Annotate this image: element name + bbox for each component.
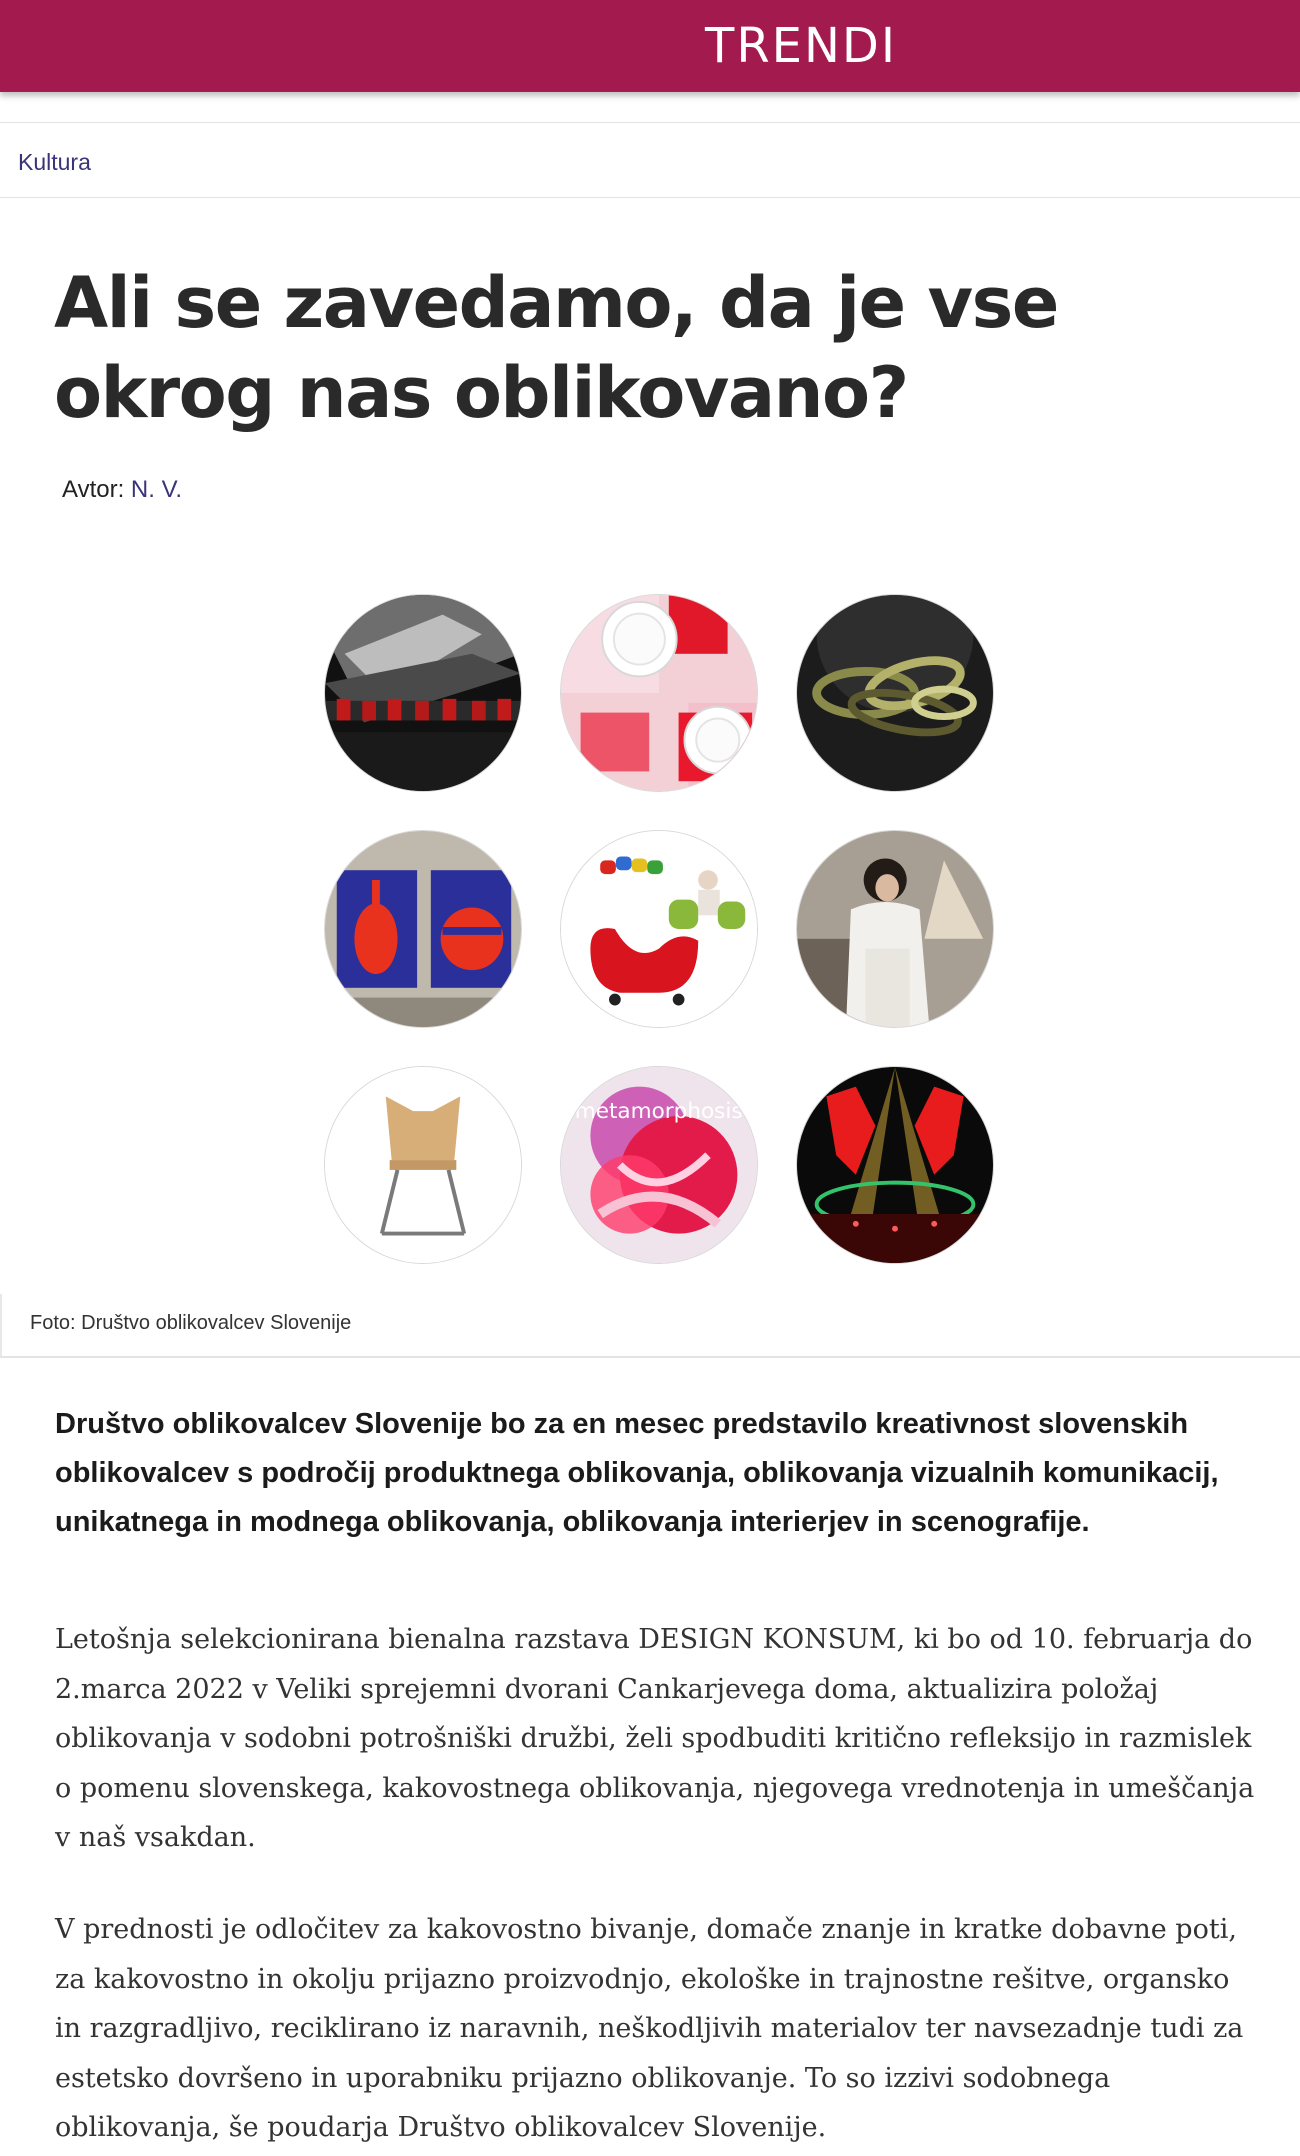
breadcrumb bbox=[0, 122, 1300, 198]
image-caption: Foto: Društvo oblikovalcev Slovenije bbox=[30, 1312, 352, 1334]
breadcrumb-category-link[interactable]: Kultura bbox=[18, 149, 91, 175]
article-byline bbox=[62, 476, 182, 504]
gallery-thumb-8 bbox=[560, 1066, 758, 1264]
gallery-thumb-6 bbox=[796, 830, 994, 1028]
article-lead: Društvo oblikovalcev Slovenije bo za en mesec predstavilo kreativnost slovenskih oblikovalcev s področij produktnega oblikovanja, oblikovanja vizualnih komunikacij, unikatnega in modnega oblikovanja, oblikovanja interierjev in scenografije. bbox=[55, 1408, 1219, 1538]
gallery-thumb-5 bbox=[560, 830, 758, 1028]
gallery-thumb-4 bbox=[324, 830, 522, 1028]
gallery-thumb-9 bbox=[796, 1066, 994, 1264]
article-image bbox=[320, 590, 1000, 1270]
gallery-thumb-3 bbox=[796, 594, 994, 792]
gallery-thumb-1 bbox=[324, 594, 522, 792]
gallery-thumb-7 bbox=[324, 1066, 522, 1264]
site-logo[interactable]: TRENDI bbox=[705, 18, 898, 74]
article-paragraph-1: Letošnja selekcionirana bienalna razstava DESIGN KONSUM, ki bo od 10. februarja do 2.marca 2022 v Veliki sprejemni dvorani Cankarjevega doma, aktualizira položaj oblikovanja v sodobni potrošniški družbi, želi spodbuditi kritično refleksijo in razmislek o pomenu slovenskega, kakovostnega oblikovanja, njegovega vrednotenja in umeščanja v naš vsakdan. bbox=[55, 1624, 1255, 1853]
article-paragraph-2: V prednosti je odločitev za kakovostno bivanje, domače znanje in kratke dobavne poti, za kakovostno in okolju prijazno proizvodnjo, ekološke in trajnostne rešitve, organsko in razgradljivo, reciklirano iz naravnih, neškodljivih materialov ter navsezadnje tudi za estetsko dovršeno in uporabniku prijazno oblikovanje. To so izzivi sodobnega oblikovanja, še poudarja Društvo oblikovalcev Slovenije. bbox=[55, 1914, 1244, 2143]
gallery-thumb-2 bbox=[560, 594, 758, 792]
author-link[interactable]: N. V. bbox=[130, 476, 183, 503]
gallery-overlay-text: metamorphosis bbox=[574, 1098, 743, 1124]
image-caption-bar bbox=[0, 1294, 1300, 1358]
article-title: Ali se zavedamo, da je vse okrog nas oblikovano? bbox=[54, 262, 1058, 434]
site-header bbox=[0, 0, 1300, 92]
author-label: Avtor: bbox=[62, 476, 125, 503]
